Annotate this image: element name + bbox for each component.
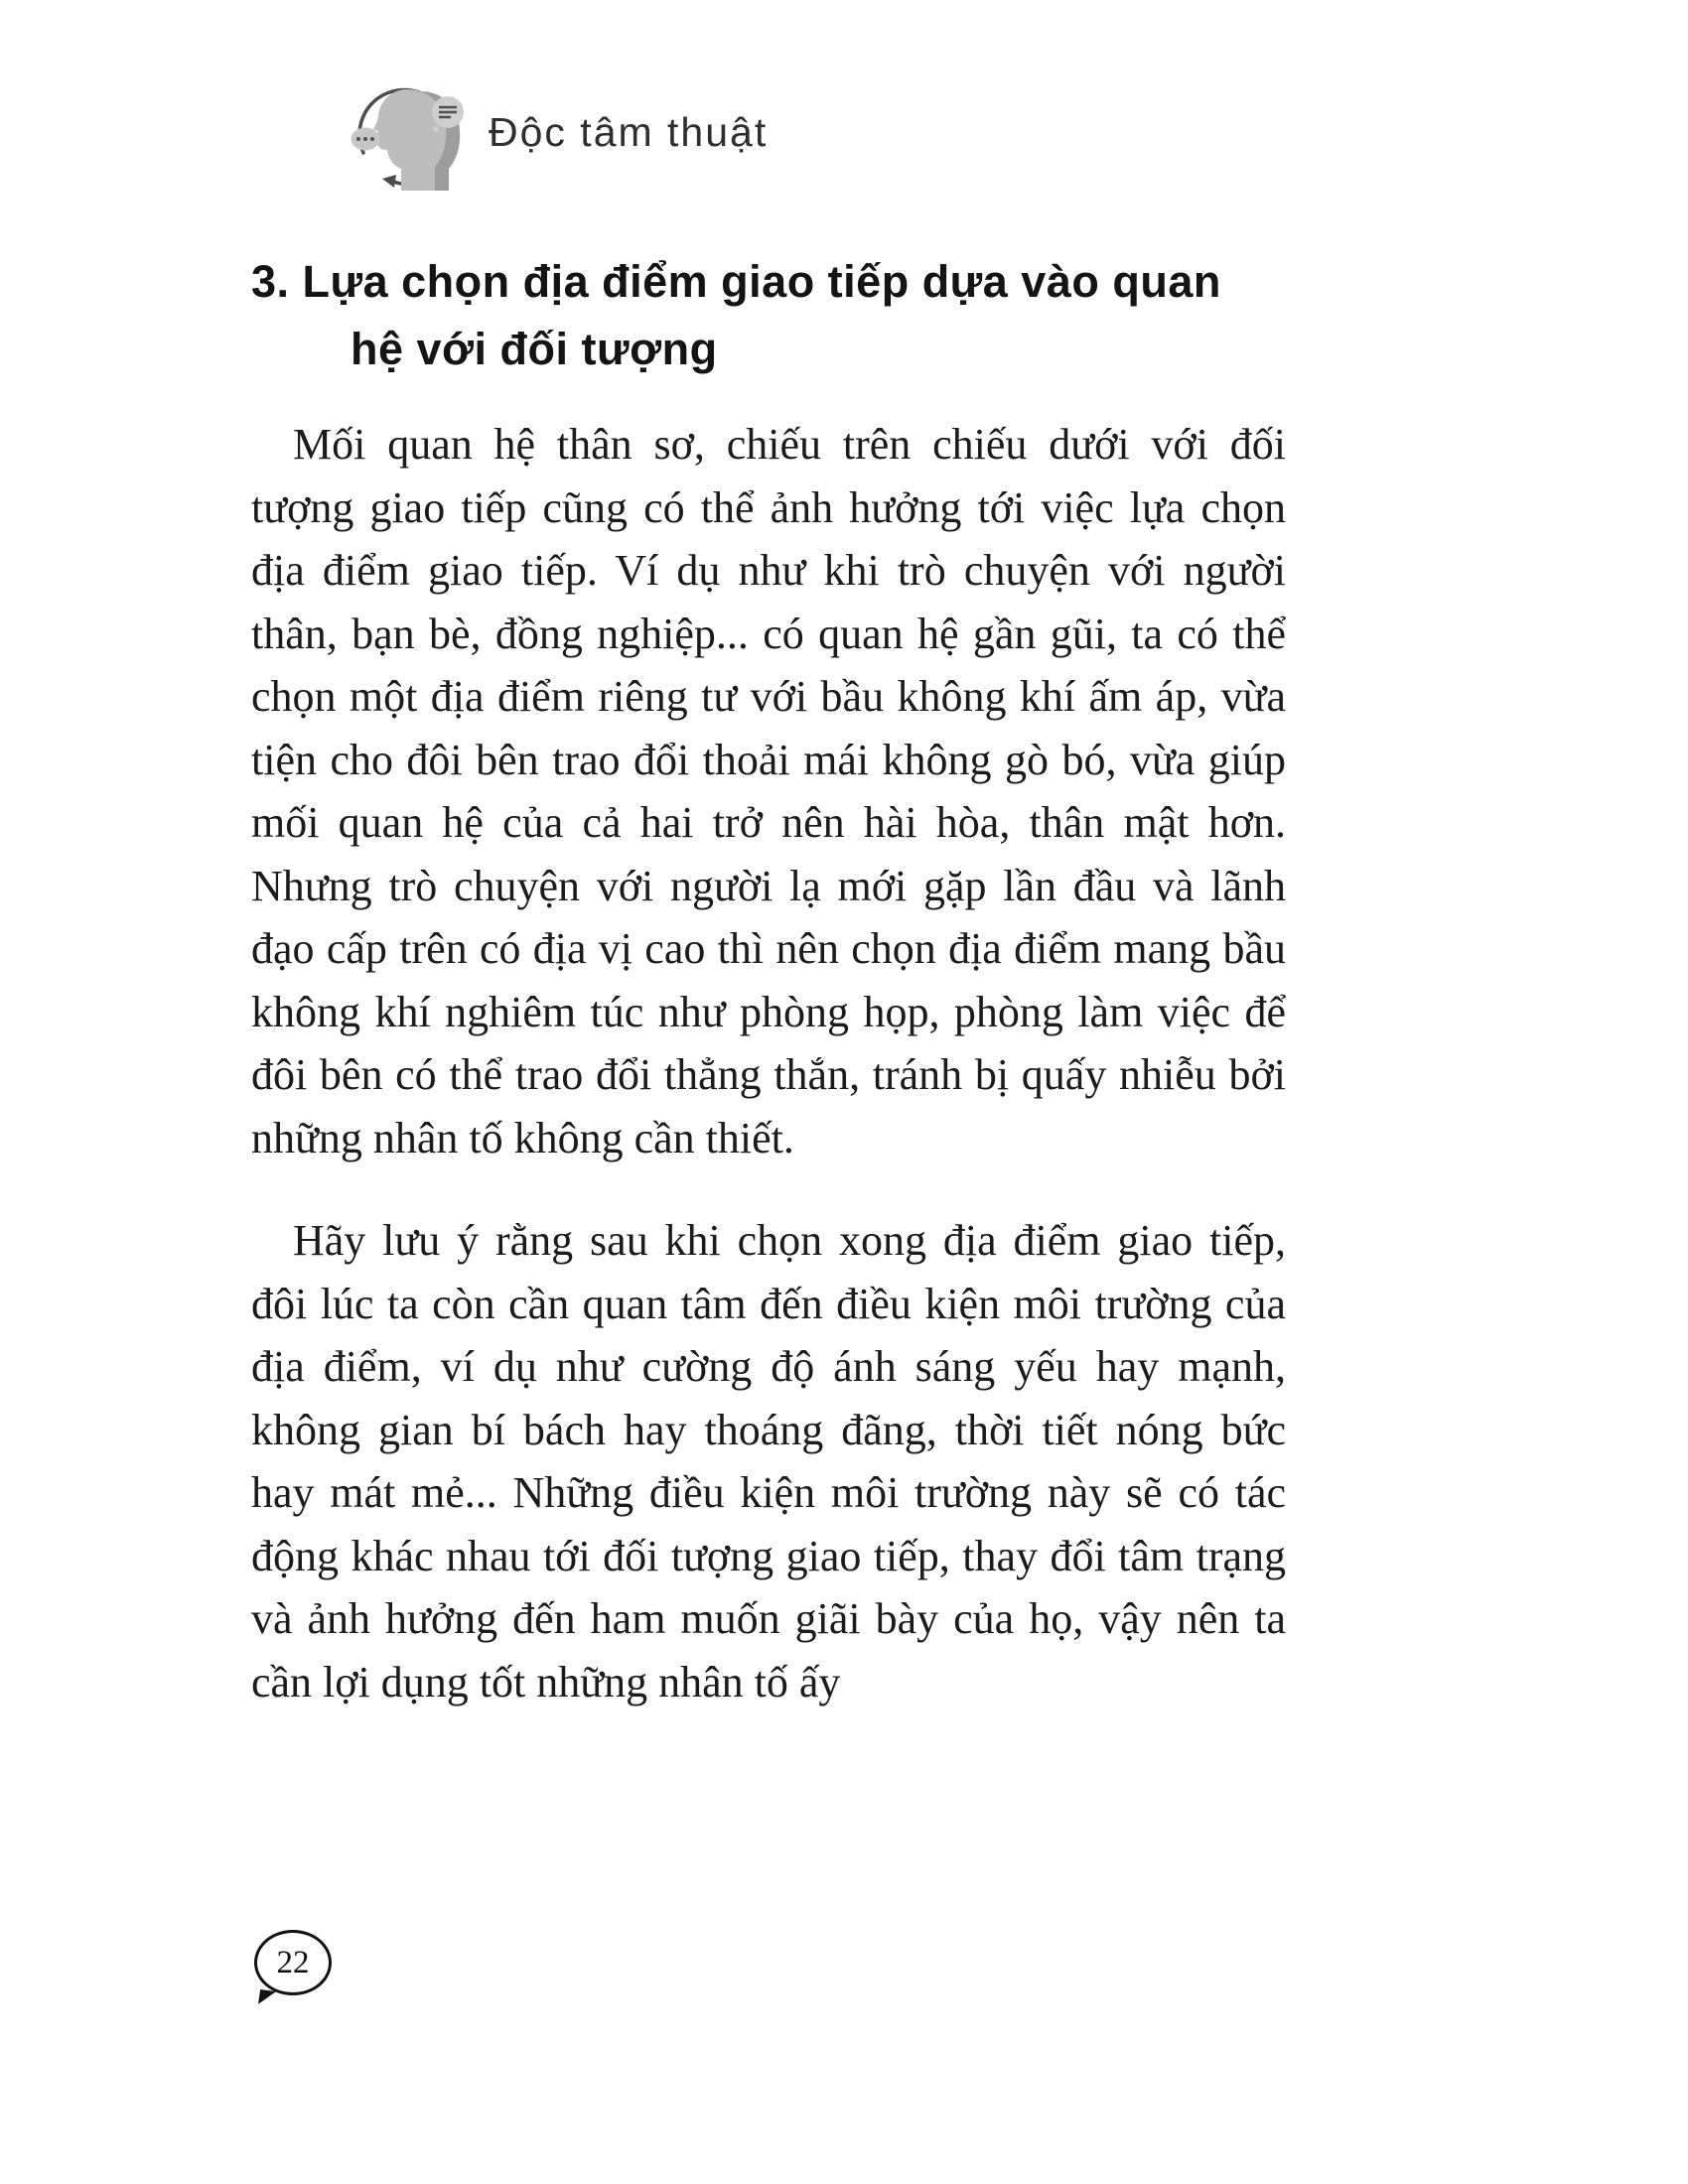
section-heading: 3. Lựa chọn địa điểm giao tiếp dựa vào quan hệ với đối tượng xyxy=(251,256,1221,374)
paragraph-1: Mối quan hệ thân sơ, chiếu trên chiếu dưới với đối tượng giao tiếp cũng có thể ảnh hưởng tới việc lựa chọn địa điểm giao tiếp. Ví dụ như khi trò chuyện với người thân, bạn bè, đồng nghiệp... có quan hệ gần gũi, ta có thể chọn một địa điểm riêng tư với bầu không khí ấm áp, vừa tiện cho đôi bên trao đổi thoải mái không gò bó, vừa giúp mối quan hệ của cả hai trở nên hài hòa, thân mật hơn. Nhưng trò chuyện với người lạ mới gặp lần đầu và lãnh đạo cấp trên có địa vị cao thì nên chọn địa điểm mang bầu không khí nghiêm túc như phòng họp, phòng làm việc để đôi bên có thể trao đổi thẳng thắn, tránh bị quấy nhiễu bởi những nhân tố không cần thiết. xyxy=(251,420,1286,1162)
page-number: 22 xyxy=(276,1944,310,1980)
paragraph-2: Hãy lưu ý rằng sau khi chọn xong địa điểm giao tiếp, đôi lúc ta còn cần quan tâm đến điều kiện môi trường của địa điểm, ví dụ như cường độ ánh sáng yếu hay mạnh, không gian bí bách hay thoáng đãng, thời tiết nóng bức hay mát mẻ... Những điều kiện môi trường này sẽ có tác động khác nhau tới đối tượng giao tiếp, thay đổi tâm trạng và ảnh hưởng đến ham muốn giãi bày của họ, vậy nên ta cần lợi dụng tốt những nhân tố ấy xyxy=(251,1216,1286,1706)
page-content xyxy=(251,248,1286,1713)
page-number-badge xyxy=(254,1930,332,1995)
book-title: Độc tâm thuật xyxy=(489,108,769,155)
mind-reading-icon xyxy=(350,77,471,193)
page-header xyxy=(350,77,768,193)
